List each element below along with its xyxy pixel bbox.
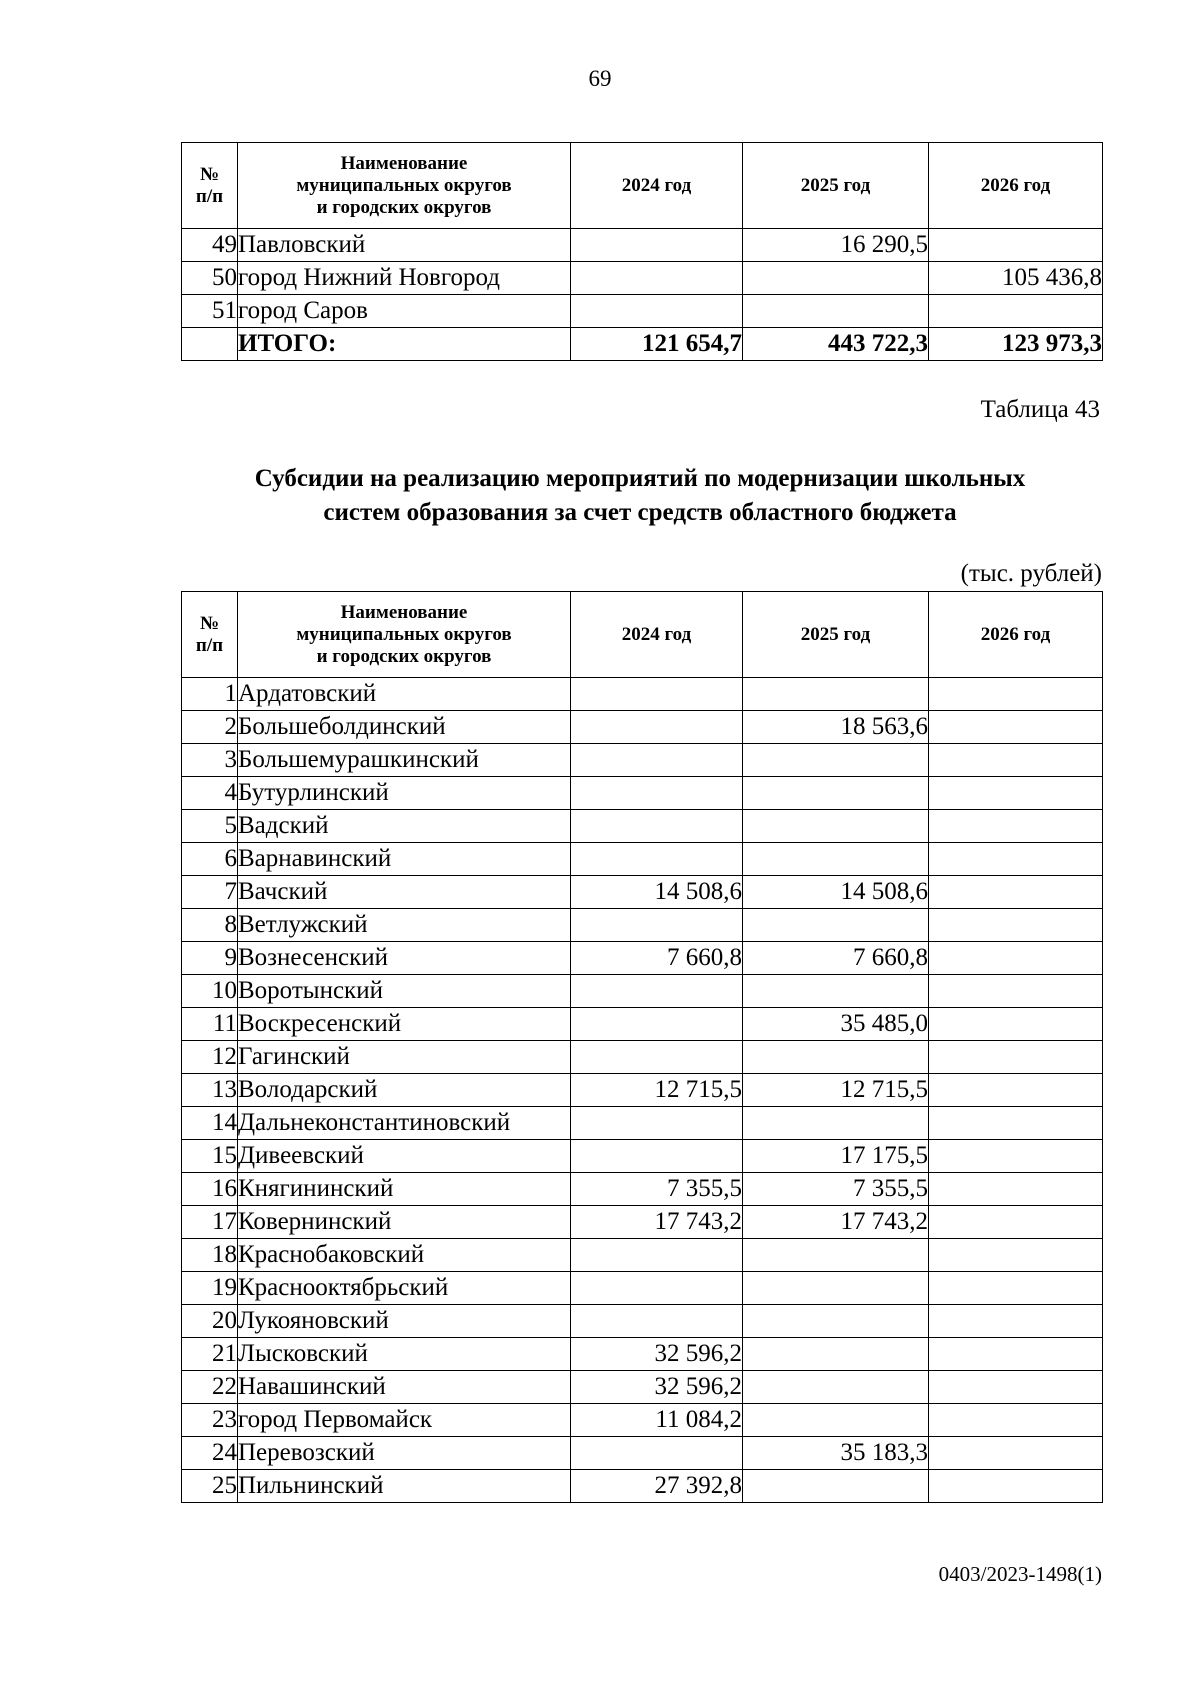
- value-2024-cell: [571, 843, 743, 876]
- municipality-name-cell: Павловский: [238, 229, 571, 262]
- table-row: [182, 1371, 1103, 1404]
- municipality-name-cell: Перевозский: [238, 1437, 571, 1470]
- table-row: [182, 678, 1103, 711]
- municipality-name-cell: Воскресенский: [238, 1008, 571, 1041]
- row-number-cell: 16: [182, 1173, 238, 1206]
- municipality-name-cell: Воротынский: [238, 975, 571, 1008]
- table-row: [182, 1074, 1103, 1107]
- value-2025-cell: 16 290,5: [743, 229, 929, 262]
- municipality-name-cell: Княгининский: [238, 1173, 571, 1206]
- row-number-cell: 14: [182, 1107, 238, 1140]
- value-2024-cell: 32 596,2: [571, 1338, 743, 1371]
- value-2025-cell: [743, 1470, 929, 1503]
- document-code: 0403/2023-1498(1): [938, 1562, 1102, 1586]
- value-2026-cell: [929, 295, 1103, 328]
- municipality-name-cell: Краснобаковский: [238, 1239, 571, 1272]
- value-2025-cell: [743, 678, 929, 711]
- header-2025: 2025 год: [743, 143, 929, 229]
- value-2026-cell: 105 436,8: [929, 262, 1103, 295]
- value-2025-cell: [743, 1305, 929, 1338]
- value-2024-cell: [571, 711, 743, 744]
- value-2025-cell: 7 355,5: [743, 1173, 929, 1206]
- value-2026-cell: [929, 1041, 1103, 1074]
- table-row: [182, 1305, 1103, 1338]
- value-2024-cell: [571, 909, 743, 942]
- value-2025-cell: [743, 909, 929, 942]
- municipality-name-cell: город Саров: [238, 295, 571, 328]
- row-number-cell: 22: [182, 1371, 238, 1404]
- value-2025-cell: [743, 777, 929, 810]
- value-2024-cell: [571, 1239, 743, 1272]
- row-number-cell: 6: [182, 843, 238, 876]
- header-name: Наименование муниципальных округов и городских округов: [238, 592, 571, 678]
- municipality-name-cell: Володарский: [238, 1074, 571, 1107]
- row-number-cell: 9: [182, 942, 238, 975]
- table-row: [182, 1008, 1103, 1041]
- row-number-cell: 25: [182, 1470, 238, 1503]
- value-2025-cell: 35 485,0: [743, 1008, 929, 1041]
- table-row: [182, 1272, 1103, 1305]
- value-2026-cell: [929, 744, 1103, 777]
- municipality-name-cell: Ардатовский: [238, 678, 571, 711]
- value-2026-cell: [929, 1470, 1103, 1503]
- value-2025-cell: [743, 295, 929, 328]
- value-2025-cell: [743, 843, 929, 876]
- value-2024-cell: 14 508,6: [571, 876, 743, 909]
- total-2026: 123 973,3: [929, 328, 1103, 361]
- row-number-cell: 3: [182, 744, 238, 777]
- value-2025-cell: 35 183,3: [743, 1437, 929, 1470]
- row-number-cell: 21: [182, 1338, 238, 1371]
- row-number-cell: 5: [182, 810, 238, 843]
- table-row: [182, 975, 1103, 1008]
- row-number-cell: 49: [182, 229, 238, 262]
- value-2025-cell: 12 715,5: [743, 1074, 929, 1107]
- table-row: [182, 744, 1103, 777]
- row-number-cell: 24: [182, 1437, 238, 1470]
- header-2026: 2026 год: [929, 592, 1103, 678]
- municipality-name-cell: город Первомайск: [238, 1404, 571, 1437]
- value-2026-cell: [929, 678, 1103, 711]
- value-2026-cell: [929, 777, 1103, 810]
- row-number-cell: 7: [182, 876, 238, 909]
- table-row: [182, 229, 1103, 262]
- municipality-name-cell: Ковернинский: [238, 1206, 571, 1239]
- table-row: [182, 942, 1103, 975]
- value-2025-cell: [743, 744, 929, 777]
- value-2025-cell: [743, 1239, 929, 1272]
- value-2026-cell: [929, 1206, 1103, 1239]
- row-number-cell: 50: [182, 262, 238, 295]
- value-2025-cell: [743, 975, 929, 1008]
- table-row: [182, 909, 1103, 942]
- municipality-name-cell: Краснооктябрьский: [238, 1272, 571, 1305]
- table-row: [182, 1173, 1103, 1206]
- value-2026-cell: [929, 1107, 1103, 1140]
- municipality-name-cell: Гагинский: [238, 1041, 571, 1074]
- row-number-cell: 10: [182, 975, 238, 1008]
- table-row: [182, 1338, 1103, 1371]
- value-2024-cell: [571, 1107, 743, 1140]
- value-2024-cell: 7 355,5: [571, 1173, 743, 1206]
- row-number-cell: 23: [182, 1404, 238, 1437]
- row-number-cell: 2: [182, 711, 238, 744]
- table-row: [182, 777, 1103, 810]
- table-title: Субсидии на реализацию мероприятий по модернизации школьных систем образования за счет средств областного бюджета: [254, 465, 1026, 526]
- municipality-name-cell: Вадский: [238, 810, 571, 843]
- value-2024-cell: [571, 1041, 743, 1074]
- total-label: ИТОГО:: [238, 328, 571, 361]
- value-2025-cell: [743, 810, 929, 843]
- value-2024-cell: 7 660,8: [571, 942, 743, 975]
- value-2024-cell: [571, 1140, 743, 1173]
- table-header-row: [182, 592, 1103, 678]
- row-number-cell: 12: [182, 1041, 238, 1074]
- value-2026-cell: [929, 711, 1103, 744]
- value-2025-cell: [743, 1404, 929, 1437]
- row-number-cell: 1: [182, 678, 238, 711]
- municipality-name-cell: Дивеевский: [238, 1140, 571, 1173]
- value-2024-cell: [571, 262, 743, 295]
- value-2026-cell: [929, 1371, 1103, 1404]
- value-2024-cell: 12 715,5: [571, 1074, 743, 1107]
- table-row: [182, 711, 1103, 744]
- value-2024-cell: [571, 678, 743, 711]
- value-2025-cell: 17 743,2: [743, 1206, 929, 1239]
- total-num-cell: [182, 328, 238, 361]
- value-2026-cell: [929, 1272, 1103, 1305]
- value-2026-cell: [929, 1140, 1103, 1173]
- value-2025-cell: 18 563,6: [743, 711, 929, 744]
- row-number-cell: 11: [182, 1008, 238, 1041]
- table-continuation: [181, 142, 1103, 361]
- value-2026-cell: [929, 909, 1103, 942]
- table-row: [182, 1107, 1103, 1140]
- total-row: [182, 328, 1103, 361]
- page-number: 69: [588, 66, 612, 91]
- value-2026-cell: [929, 876, 1103, 909]
- value-2025-cell: 14 508,6: [743, 876, 929, 909]
- header-2024: 2024 год: [571, 592, 743, 678]
- row-number-cell: 17: [182, 1206, 238, 1239]
- value-2026-cell: [929, 1338, 1103, 1371]
- total-2024: 121 654,7: [571, 328, 743, 361]
- table-row: [182, 1404, 1103, 1437]
- table-row: [182, 810, 1103, 843]
- value-2024-cell: [571, 1437, 743, 1470]
- row-number-cell: 18: [182, 1239, 238, 1272]
- municipality-name-cell: Вачский: [238, 876, 571, 909]
- value-2024-cell: 17 743,2: [571, 1206, 743, 1239]
- value-2024-cell: [571, 1272, 743, 1305]
- municipality-name-cell: Вознесенский: [238, 942, 571, 975]
- value-2025-cell: [743, 1107, 929, 1140]
- municipality-name-cell: Большеболдинский: [238, 711, 571, 744]
- value-2024-cell: [571, 1008, 743, 1041]
- value-2026-cell: [929, 1239, 1103, 1272]
- table-row: [182, 876, 1103, 909]
- municipality-name-cell: Пильнинский: [238, 1470, 571, 1503]
- value-2026-cell: [929, 1305, 1103, 1338]
- table-header-row: [182, 143, 1103, 229]
- row-number-cell: 51: [182, 295, 238, 328]
- municipality-name-cell: Варнавинский: [238, 843, 571, 876]
- row-number-cell: 4: [182, 777, 238, 810]
- value-2024-cell: [571, 295, 743, 328]
- table-row: [182, 843, 1103, 876]
- total-2025: 443 722,3: [743, 328, 929, 361]
- header-2024: 2024 год: [571, 143, 743, 229]
- value-2025-cell: 17 175,5: [743, 1140, 929, 1173]
- header-name: Наименование муниципальных округов и городских округов: [238, 143, 571, 229]
- value-2025-cell: [743, 1272, 929, 1305]
- value-2025-cell: [743, 1371, 929, 1404]
- header-num: № п/п: [182, 143, 238, 229]
- municipality-name-cell: город Нижний Новгород: [238, 262, 571, 295]
- value-2026-cell: [929, 1404, 1103, 1437]
- row-number-cell: 15: [182, 1140, 238, 1173]
- units-label: (тыс. рублей): [960, 560, 1102, 587]
- header-num: № п/п: [182, 592, 238, 678]
- table-row: [182, 1206, 1103, 1239]
- value-2025-cell: [743, 262, 929, 295]
- municipality-name-cell: Лысковский: [238, 1338, 571, 1371]
- municipality-name-cell: Дальнеконстантиновский: [238, 1107, 571, 1140]
- header-2025: 2025 год: [743, 592, 929, 678]
- municipality-name-cell: Ветлужский: [238, 909, 571, 942]
- value-2024-cell: [571, 744, 743, 777]
- row-number-cell: 8: [182, 909, 238, 942]
- value-2024-cell: [571, 777, 743, 810]
- value-2024-cell: [571, 1305, 743, 1338]
- value-2026-cell: [929, 1008, 1103, 1041]
- value-2025-cell: [743, 1338, 929, 1371]
- table-row: [182, 1239, 1103, 1272]
- value-2024-cell: 32 596,2: [571, 1371, 743, 1404]
- table-row: [182, 262, 1103, 295]
- row-number-cell: 19: [182, 1272, 238, 1305]
- value-2026-cell: [929, 229, 1103, 262]
- row-number-cell: 20: [182, 1305, 238, 1338]
- row-number-cell: 13: [182, 1074, 238, 1107]
- value-2024-cell: [571, 229, 743, 262]
- table-subsidies: [181, 591, 1103, 1503]
- value-2024-cell: 27 392,8: [571, 1470, 743, 1503]
- value-2026-cell: [929, 843, 1103, 876]
- table-row: [182, 1470, 1103, 1503]
- table-row: [182, 295, 1103, 328]
- value-2026-cell: [929, 942, 1103, 975]
- value-2024-cell: [571, 975, 743, 1008]
- value-2026-cell: [929, 1173, 1103, 1206]
- value-2024-cell: [571, 810, 743, 843]
- table-row: [182, 1437, 1103, 1470]
- value-2024-cell: 11 084,2: [571, 1404, 743, 1437]
- value-2025-cell: 7 660,8: [743, 942, 929, 975]
- value-2026-cell: [929, 1437, 1103, 1470]
- table-label: Таблица 43: [980, 396, 1100, 423]
- table-row: [182, 1041, 1103, 1074]
- value-2025-cell: [743, 1041, 929, 1074]
- value-2026-cell: [929, 975, 1103, 1008]
- header-2026: 2026 год: [929, 143, 1103, 229]
- municipality-name-cell: Лукояновский: [238, 1305, 571, 1338]
- municipality-name-cell: Большемурашкинский: [238, 744, 571, 777]
- value-2026-cell: [929, 1074, 1103, 1107]
- municipality-name-cell: Бутурлинский: [238, 777, 571, 810]
- table-row: [182, 1140, 1103, 1173]
- value-2026-cell: [929, 810, 1103, 843]
- municipality-name-cell: Навашинский: [238, 1371, 571, 1404]
